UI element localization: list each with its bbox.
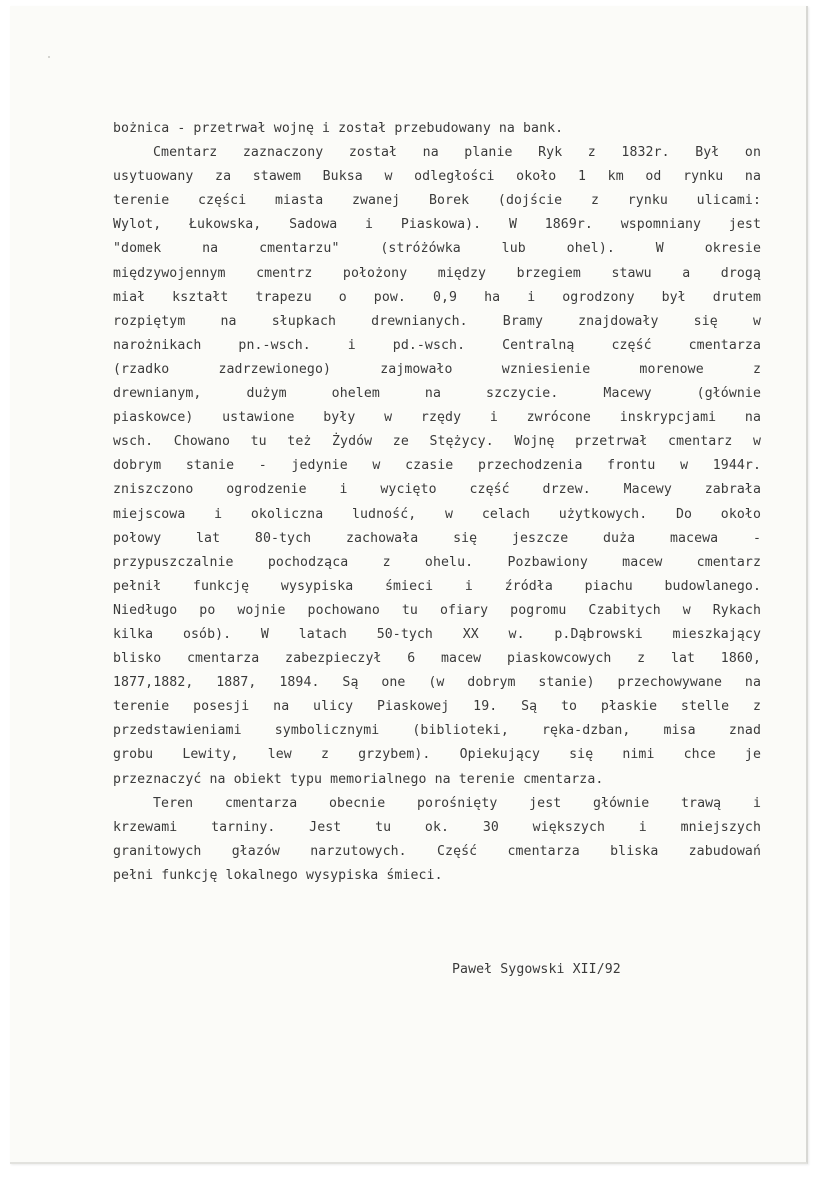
text-line: blisko cmentarza zabezpieczył 6 macew piaskowcowych z lat 1860, — [113, 651, 761, 667]
text-line: terenie posesji na ulicy Piaskowej 19. Są to płaskie stelle z — [113, 699, 761, 715]
text-line: Cmentarz zaznaczony został na planie Ryk z 1832r. Był on — [153, 145, 761, 161]
text-line: krzewami tarniny. Jest tu ok. 30 większych i mniejszych — [113, 819, 761, 835]
body-text — [113, 117, 761, 888]
text-line: przedstawieniami symbolicznymi (biblioteki, ręka-dzban, misa znad — [113, 723, 761, 739]
text-line: (rzadko zadrzewionego) zajmowało wzniesienie morenowe z — [113, 361, 761, 377]
text-line: 1877,1882, 1887, 1894. Są one (w dobrym stanie) przechowywane na — [113, 675, 761, 691]
text-line: grobu Lewity, lew z grzybem). Opiekujący się nimi chce je — [113, 747, 761, 763]
text-line: miejscowa i okoliczna ludność, w celach użytkowych. Do około — [113, 506, 761, 522]
text-line: Wylot, Łukowska, Sadowa i Piaskowa). W 1869r. wspomniany jest — [113, 217, 761, 233]
text-line: miał kształt trapezu o pow. 0,9 ha i ogrodzony był drutem — [113, 289, 761, 305]
text-line: Teren cmentarza obecnie porośnięty jest głównie trawą i — [153, 795, 761, 811]
text-line: połowy lat 80-tych zachowała się jeszcze duża macewa - — [113, 530, 761, 546]
text-line: pełni funkcję lokalnego wysypiska śmieci. — [113, 867, 443, 883]
text-line: kilka osób). W latach 50-tych XX w. p.Dąbrowski mieszkający — [113, 626, 761, 642]
text-line: usytuowany za stawem Buksa w odległości około 1 km od rynku na — [113, 169, 761, 185]
text-line: narożnikach pn.-wsch. i pd.-wsch. Centralną część cmentarza — [113, 337, 761, 353]
text-line: granitowych głazów narzutowych. Część cmentarza bliska zabudowań — [113, 843, 761, 859]
text-line: rozpiętym na słupkach drewnianych. Bramy znajdowały się w — [113, 313, 761, 329]
text-line: przeznaczyć na obiekt typu memorialnego na terenie cmentarza. — [113, 771, 604, 787]
document-page — [10, 6, 808, 1164]
text-line: drewnianym, dużym ohelem na szczycie. Macewy (głównie — [113, 386, 761, 402]
text-line: dobrym stanie - jedynie w czasie przechodzenia frontu w 1944r. — [113, 458, 761, 474]
text-line: "domek na cmentarzu" (stróżówka lub ohel). W okresie — [113, 241, 761, 257]
text-line: Niedługo po wojnie pochowano tu ofiary pogromu Czabitych w Rykach — [113, 602, 761, 618]
text-line: zniszczono ogrodzenie i wycięto część drzew. Macewy zabrała — [113, 482, 761, 498]
text-line: terenie części miasta zwanej Borek (dojście z rynku ulicami: — [113, 193, 761, 209]
text-line: piaskowce) ustawione były w rzędy i zwrócone inskrypcjami na — [113, 410, 761, 426]
text-line: przypuszczalnie pochodząca z ohelu. Pozbawiony macew cmentarz — [113, 554, 761, 570]
author-signature: Paweł Sygowski XII/92 — [452, 962, 621, 977]
text-line: wsch. Chowano tu też Żydów ze Stężycy. Wojnę przetrwał cmentarz w — [113, 434, 761, 450]
text-line: pełnił funkcję wysypiska śmieci i źródła piachu budowlanego. — [113, 578, 761, 594]
paper-speck — [48, 56, 50, 58]
text-line: międzywojennym cmentrz położony między brzegiem stawu a drogą — [113, 265, 761, 281]
text-line: bożnica - przetrwał wojnę i został przebudowany na bank. — [113, 121, 564, 136]
